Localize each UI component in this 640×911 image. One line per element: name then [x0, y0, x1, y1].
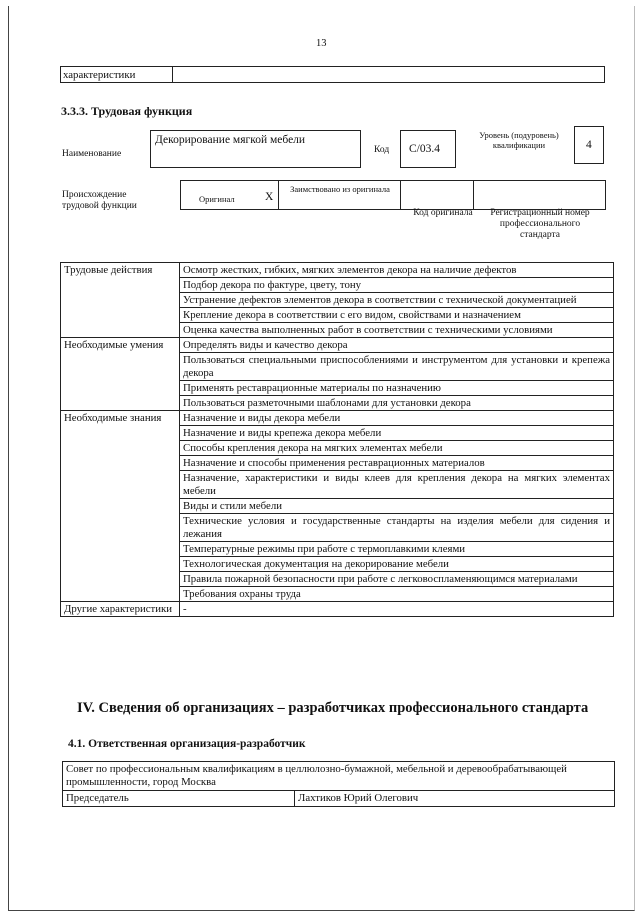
function-item: Оценка качества выполненных работ в соответствии с техническими условиями: [180, 323, 614, 338]
level-box: [574, 126, 604, 164]
origin-table: [180, 180, 606, 210]
name-label: Наименование: [62, 149, 122, 159]
level-value: 4: [586, 139, 592, 151]
function-row: [61, 602, 614, 617]
developer-table: [62, 761, 615, 807]
section4-title: IV. Сведения об организациях – разработчиках профессионального стандарта: [77, 700, 589, 716]
function-row: [61, 411, 614, 426]
origin-label: Происхождение трудовой функции: [62, 190, 137, 211]
section41-title: 4.1. Ответственная организация-разработчик: [68, 738, 306, 750]
borrowed-label: Заимствовано из оригинала: [290, 184, 390, 194]
top-row: [60, 66, 605, 83]
function-item: Подбор декора по фактуре, цвету, тону: [180, 278, 614, 293]
original-label: Оригинал: [199, 194, 235, 204]
code-original-label: Код оригинала: [413, 208, 473, 218]
function-item: Температурные режимы при работе с термоплавкими клеями: [180, 542, 614, 557]
developer-role: Председатель: [63, 791, 295, 807]
function-item: Назначение и способы применения реставрационных материалов: [180, 456, 614, 471]
reg-number-label: Регистрационный номер профессионального стандарта: [490, 208, 590, 240]
function-item: Технические условия и государственные стандарты на изделия мебели для сидения и лежания: [180, 514, 614, 542]
section-title: 3.3.3. Трудовая функция: [61, 104, 193, 118]
top-row-label: характеристики: [63, 69, 136, 81]
function-item: Крепление декора в соответствии с его видом, свойствами и назначением: [180, 308, 614, 323]
original-mark: X: [265, 191, 274, 203]
function-item: Назначение и виды крепежа декора мебели: [180, 426, 614, 441]
function-item: Технологическая документация на декорирование мебели: [180, 557, 614, 572]
function-item: Осмотр жестких, гибких, мягких элементов декора на наличие дефектов: [180, 263, 614, 278]
function-category: Другие характеристики: [61, 602, 180, 617]
page-number: 13: [316, 38, 327, 49]
function-item: -: [180, 602, 614, 617]
function-item: Пользоваться разметочными шаблонами для установки декора: [180, 396, 614, 411]
function-item: Виды и стили мебели: [180, 499, 614, 514]
function-row: [61, 338, 614, 353]
function-item: Способы крепления декора на мягких элементах мебели: [180, 441, 614, 456]
developer-person: Лахтиков Юрий Олегович: [295, 791, 615, 807]
function-category: Необходимые знания: [61, 411, 180, 602]
function-row: [61, 263, 614, 278]
name-value: Декорирование мягкой мебели: [155, 134, 306, 146]
developer-org: Совет по профессиональным квалификациям в целлюлозно-бумажной, мебельной и деревообрабатывающей промышленности, город Москва: [63, 762, 615, 791]
function-category: Необходимые умения: [61, 338, 180, 411]
function-item: Применять реставрационные материалы по назначению: [180, 381, 614, 396]
code-box: [400, 130, 456, 168]
code-label: Код: [374, 145, 390, 155]
name-value-box: [150, 130, 361, 168]
function-item: Требования охраны труда: [180, 587, 614, 602]
function-category: Трудовые действия: [61, 263, 180, 338]
function-item: Определять виды и качество декора: [180, 338, 614, 353]
function-item: Пользоваться специальными приспособлениями и инструментом для установки и крепежа декора: [180, 353, 614, 381]
level-label: Уровень (подуровень) квалификации: [479, 130, 559, 150]
code-value: С/03.4: [409, 143, 440, 155]
functions-table: [60, 262, 614, 617]
function-item: Назначение и виды декора мебели: [180, 411, 614, 426]
function-item: Назначение, характеристики и виды клеев для крепления декора на мягких элементах мебели: [180, 471, 614, 499]
function-item: Устранение дефектов элементов декора в соответствии с технической документацией: [180, 293, 614, 308]
function-item: Правила пожарной безопасности при работе с легковоспламеняющимся материалами: [180, 572, 614, 587]
